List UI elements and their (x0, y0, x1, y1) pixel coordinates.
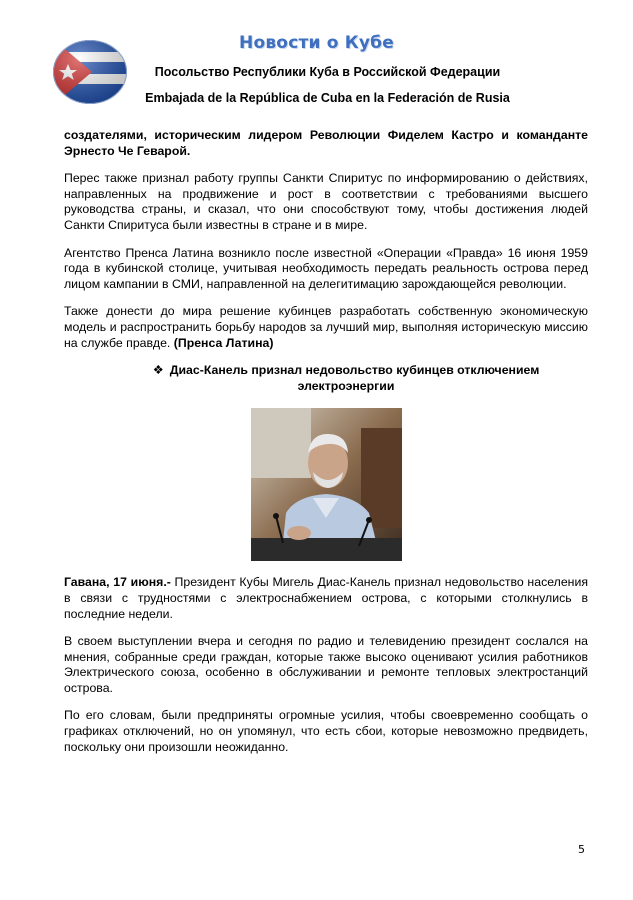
paragraph-4-text: Также донести до мира решение кубинцев разработать собственную экономическую модель и распространить борьбу народов за лучший мир, выполняя историческую миссию на службе правде. (64, 304, 588, 350)
article-paragraph-2-text: В своем выступлении вчера и сегодня по радио и телевидению президент сослался на мнения, собранные среди граждан, которые также высоко оценивают усилия работников Электрического союза, особенно в обслуживании и ремонте тепловых электростанций острова. (64, 634, 588, 695)
page-number: 5 (578, 843, 585, 856)
paragraph-2-text: Перес также признал работу группы Санкти Спиритус по информированию о действиях, направленных на продвижение и рост в соответствии с требованиями высшего руководства страны, и сказал, что они способствуют тому, чтобы достижения людей Санкти Спиритуса были известны в стране и в мире. (64, 171, 588, 232)
article-paragraph-1 (64, 575, 588, 622)
article-paragraph-1-text: Президент Кубы Мигель Диас-Канель признал недовольство населения в связи с трудностями с электроснабжением острова, с которыми столкнулись в последние недели. (64, 575, 588, 621)
paragraph-2 (64, 171, 588, 233)
page-content (64, 128, 588, 767)
president-photo (251, 408, 402, 561)
paragraph-4 (64, 304, 588, 351)
embassy-name-es: Embajada de la República de Cuba en la Federación de Rusia (145, 91, 510, 105)
source-credit: (Пренса Латина) (173, 335, 274, 350)
paragraph-3 (64, 246, 588, 293)
article-heading (64, 363, 588, 394)
paragraph-3-text: Агентство Пренса Латина возникло после известной «Операции «Правда» 16 июня 1959 года в кубинской столице, учитывая необходимость передать реальность острова перед лицом кампании в СМИ, направленной на делегитимацию зарождающейся революции. (64, 245, 588, 291)
diamond-bullet-icon: ❖ (152, 363, 164, 378)
paragraph-1-text: создателями, историческим лидером Революции Фиделем Кастро и команданте Эрнесто Че Геварой. (64, 128, 588, 158)
article-heading-text: Диас-Канель признал недовольство кубинцев отключением электроэнергии (169, 363, 540, 393)
newsletter-title: Новости о Кубе (239, 33, 394, 53)
embassy-name-ru: Посольство Республики Куба в Российской Федерации (154, 65, 501, 79)
article-paragraph-2 (64, 634, 588, 696)
article-paragraph-3 (64, 708, 588, 755)
paragraph-1 (64, 128, 588, 159)
dateline: Гавана, 17 июня.- (64, 575, 171, 590)
article-paragraph-3-text: По его словам, были предприняты огромные усилия, чтобы своевременно сообщать о графиках отключений, но он упомянул, что есть сбои, которые невозможно предвидеть, поскольку они произошли неожиданно. (64, 708, 588, 754)
